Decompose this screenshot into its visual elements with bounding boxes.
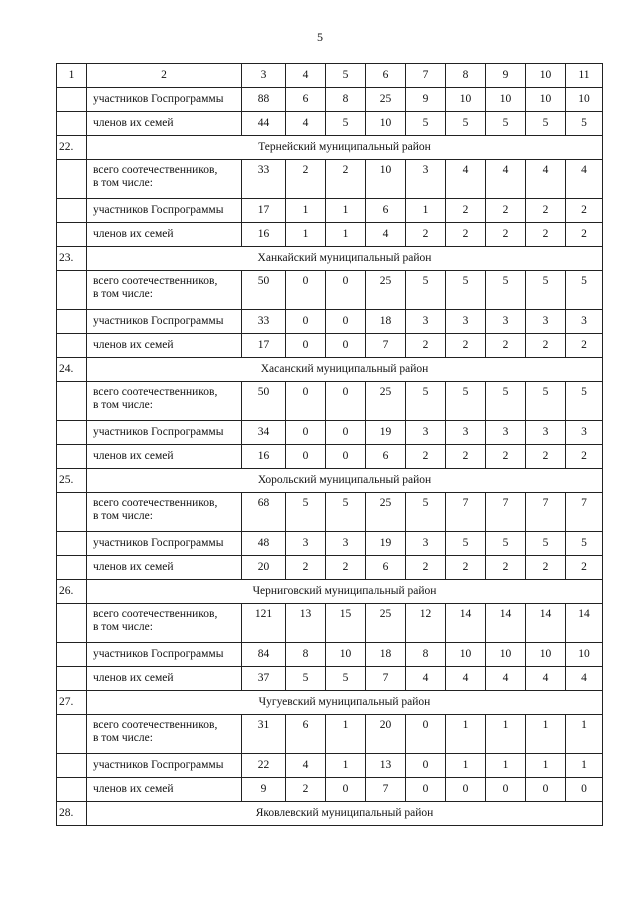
value-cell: 5	[446, 382, 486, 421]
row-number-cell	[57, 199, 87, 223]
value-cell: 5	[526, 271, 566, 310]
value-cell: 2	[486, 199, 526, 223]
value-cell: 19	[366, 532, 406, 556]
value-cell: 5	[486, 271, 526, 310]
value-cell: 2	[526, 445, 566, 469]
value-cell: 1	[286, 199, 326, 223]
value-cell: 34	[242, 421, 286, 445]
value-cell: 0	[326, 778, 366, 802]
table-row	[57, 112, 603, 136]
row-label-line: в том числе:	[93, 177, 153, 189]
section-title-row	[57, 802, 603, 826]
value-cell: 1	[446, 754, 486, 778]
row-number-cell	[57, 421, 87, 445]
value-cell: 4	[486, 667, 526, 691]
section-title-row	[57, 247, 603, 271]
value-cell: 0	[566, 778, 603, 802]
value-cell: 2	[286, 160, 326, 199]
value-cell: 2	[526, 556, 566, 580]
families-row	[57, 445, 603, 469]
section-title: Хасанский муниципальный район	[87, 358, 603, 382]
value-cell: 1	[526, 754, 566, 778]
value-cell: 2	[406, 223, 446, 247]
value-cell: 1	[326, 715, 366, 754]
value-cell: 4	[446, 160, 486, 199]
value-cell: 0	[326, 334, 366, 358]
value-cell: 3	[526, 310, 566, 334]
participants-row	[57, 310, 603, 334]
families-row	[57, 334, 603, 358]
row-label-line: в том числе:	[93, 621, 153, 633]
row-label-line: в том числе:	[93, 288, 153, 300]
value-cell: 9	[406, 88, 446, 112]
value-cell: 7	[366, 778, 406, 802]
value-cell: 5	[406, 112, 446, 136]
section-title: Черниговский муниципальный район	[87, 580, 603, 604]
value-cell: 2	[326, 160, 366, 199]
total-row	[57, 493, 603, 532]
page-number: 5	[317, 30, 323, 44]
row-number-cell	[57, 667, 87, 691]
row-number-cell	[57, 532, 87, 556]
value-cell: 1	[566, 754, 603, 778]
section-title-row	[57, 358, 603, 382]
value-cell: 5	[566, 112, 603, 136]
row-label-line: в том числе:	[93, 399, 153, 411]
value-cell: 10	[446, 643, 486, 667]
total-row	[57, 715, 603, 754]
value-cell: 2	[566, 445, 603, 469]
row-label: участников Госпрограммы	[87, 643, 242, 667]
participants-row	[57, 199, 603, 223]
value-cell: 7	[486, 493, 526, 532]
value-cell: 5	[526, 112, 566, 136]
value-cell: 4	[526, 667, 566, 691]
value-cell: 5	[326, 667, 366, 691]
value-cell: 37	[242, 667, 286, 691]
value-cell: 13	[366, 754, 406, 778]
value-cell: 5	[446, 271, 486, 310]
value-cell: 1	[446, 715, 486, 754]
section-number: 25.	[57, 469, 87, 493]
row-label	[87, 382, 242, 421]
value-cell: 0	[446, 778, 486, 802]
value-cell: 5	[406, 271, 446, 310]
value-cell: 10	[486, 88, 526, 112]
value-cell: 10	[446, 88, 486, 112]
value-cell: 2	[566, 223, 603, 247]
value-cell: 5	[526, 532, 566, 556]
section-number: 24.	[57, 358, 87, 382]
value-cell: 2	[326, 556, 366, 580]
value-cell: 0	[326, 382, 366, 421]
value-cell: 4	[286, 754, 326, 778]
value-cell: 8	[406, 643, 446, 667]
value-cell: 88	[242, 88, 286, 112]
participants-row	[57, 643, 603, 667]
families-row	[57, 778, 603, 802]
value-cell: 2	[286, 556, 326, 580]
value-cell: 0	[286, 310, 326, 334]
value-cell: 2	[286, 778, 326, 802]
value-cell: 3	[486, 421, 526, 445]
value-cell: 18	[366, 643, 406, 667]
row-number-cell	[57, 754, 87, 778]
value-cell: 20	[242, 556, 286, 580]
value-cell: 3	[406, 160, 446, 199]
families-row	[57, 667, 603, 691]
value-cell: 2	[526, 334, 566, 358]
value-cell: 2	[446, 199, 486, 223]
value-cell: 10	[486, 643, 526, 667]
value-cell: 1	[486, 754, 526, 778]
value-cell: 0	[406, 754, 446, 778]
value-cell: 5	[566, 382, 603, 421]
value-cell: 25	[366, 271, 406, 310]
column-header: 5	[326, 64, 366, 88]
value-cell: 4	[286, 112, 326, 136]
value-cell: 16	[242, 223, 286, 247]
value-cell: 5	[446, 532, 486, 556]
value-cell: 1	[326, 223, 366, 247]
row-label: членов их семей	[87, 556, 242, 580]
value-cell: 16	[242, 445, 286, 469]
value-cell: 10	[366, 112, 406, 136]
value-cell: 25	[366, 88, 406, 112]
row-number-cell	[57, 604, 87, 643]
row-number-cell	[57, 556, 87, 580]
row-number-cell	[57, 715, 87, 754]
row-label: участников Госпрограммы	[87, 310, 242, 334]
value-cell: 2	[406, 445, 446, 469]
value-cell: 5	[326, 112, 366, 136]
value-cell: 8	[326, 88, 366, 112]
value-cell: 14	[486, 604, 526, 643]
section-title: Яковлевский муниципальный район	[87, 802, 603, 826]
value-cell: 5	[406, 493, 446, 532]
value-cell: 5	[486, 112, 526, 136]
value-cell: 0	[326, 271, 366, 310]
row-label: участников Госпрограммы	[87, 421, 242, 445]
value-cell: 14	[446, 604, 486, 643]
section-number: 26.	[57, 580, 87, 604]
value-cell: 0	[286, 382, 326, 421]
value-cell: 2	[566, 556, 603, 580]
value-cell: 121	[242, 604, 286, 643]
row-number-cell	[57, 223, 87, 247]
value-cell: 5	[486, 532, 526, 556]
section-number: 22.	[57, 136, 87, 160]
value-cell: 6	[366, 199, 406, 223]
value-cell: 0	[286, 334, 326, 358]
value-cell: 5	[326, 493, 366, 532]
section-title-row	[57, 469, 603, 493]
value-cell: 4	[566, 160, 603, 199]
value-cell: 0	[286, 421, 326, 445]
families-row	[57, 223, 603, 247]
value-cell: 2	[446, 334, 486, 358]
value-cell: 1	[406, 199, 446, 223]
value-cell: 6	[366, 556, 406, 580]
value-cell: 0	[326, 310, 366, 334]
row-label: членов их семей	[87, 223, 242, 247]
value-cell: 2	[526, 223, 566, 247]
column-header: 4	[286, 64, 326, 88]
value-cell: 0	[286, 271, 326, 310]
value-cell: 8	[286, 643, 326, 667]
row-label: членов их семей	[87, 445, 242, 469]
value-cell: 12	[406, 604, 446, 643]
value-cell: 20	[366, 715, 406, 754]
value-cell: 7	[446, 493, 486, 532]
value-cell: 1	[326, 754, 366, 778]
value-cell: 5	[486, 382, 526, 421]
value-cell: 5	[446, 112, 486, 136]
value-cell: 6	[286, 88, 326, 112]
value-cell: 3	[526, 421, 566, 445]
row-number-cell	[57, 310, 87, 334]
value-cell: 7	[366, 667, 406, 691]
value-cell: 0	[326, 421, 366, 445]
value-cell: 3	[406, 421, 446, 445]
column-header: 10	[526, 64, 566, 88]
section-title-row	[57, 580, 603, 604]
value-cell: 25	[366, 604, 406, 643]
value-cell: 5	[566, 271, 603, 310]
row-label-line: всего соотечественников,	[93, 497, 218, 509]
column-header: 7	[406, 64, 446, 88]
value-cell: 48	[242, 532, 286, 556]
row-number-cell	[57, 160, 87, 199]
value-cell: 2	[486, 223, 526, 247]
value-cell: 14	[566, 604, 603, 643]
value-cell: 2	[566, 199, 603, 223]
row-label-line: всего соотечественников,	[93, 275, 218, 287]
row-label: участников Госпрограммы	[87, 532, 242, 556]
value-cell: 4	[566, 667, 603, 691]
section-title-row	[57, 136, 603, 160]
value-cell: 7	[366, 334, 406, 358]
value-cell: 25	[366, 493, 406, 532]
row-label	[87, 604, 242, 643]
total-row	[57, 271, 603, 310]
value-cell: 4	[526, 160, 566, 199]
value-cell: 3	[286, 532, 326, 556]
value-cell: 5	[406, 382, 446, 421]
value-cell: 2	[406, 334, 446, 358]
value-cell: 31	[242, 715, 286, 754]
value-cell: 2	[446, 556, 486, 580]
value-cell: 4	[446, 667, 486, 691]
value-cell: 0	[406, 715, 446, 754]
row-label: членов их семей	[87, 334, 242, 358]
column-header: 11	[566, 64, 603, 88]
column-header: 8	[446, 64, 486, 88]
column-header: 9	[486, 64, 526, 88]
value-cell: 1	[286, 223, 326, 247]
row-label: членов их семей	[87, 667, 242, 691]
value-cell: 50	[242, 271, 286, 310]
value-cell: 4	[366, 223, 406, 247]
row-number-cell	[57, 271, 87, 310]
value-cell: 84	[242, 643, 286, 667]
value-cell: 15	[326, 604, 366, 643]
value-cell: 0	[406, 778, 446, 802]
value-cell: 3	[326, 532, 366, 556]
row-label	[87, 271, 242, 310]
value-cell: 9	[242, 778, 286, 802]
value-cell: 3	[406, 310, 446, 334]
value-cell: 1	[486, 715, 526, 754]
families-row	[57, 556, 603, 580]
row-label: членов их семей	[87, 112, 242, 136]
value-cell: 10	[566, 88, 603, 112]
value-cell: 2	[446, 223, 486, 247]
value-cell: 17	[242, 334, 286, 358]
row-label-line: всего соотечественников,	[93, 164, 218, 176]
row-number-cell	[57, 112, 87, 136]
row-label-line: всего соотечественников,	[93, 386, 218, 398]
value-cell: 17	[242, 199, 286, 223]
value-cell: 4	[406, 667, 446, 691]
value-cell: 14	[526, 604, 566, 643]
value-cell: 2	[486, 445, 526, 469]
section-title: Хорольский муниципальный район	[87, 469, 603, 493]
value-cell: 3	[486, 310, 526, 334]
value-cell: 5	[566, 532, 603, 556]
value-cell: 19	[366, 421, 406, 445]
value-cell: 33	[242, 160, 286, 199]
value-cell: 2	[446, 445, 486, 469]
row-number-cell	[57, 334, 87, 358]
total-row	[57, 382, 603, 421]
section-number: 28.	[57, 802, 87, 826]
row-number-cell	[57, 493, 87, 532]
row-label-line: всего соотечественников,	[93, 719, 218, 731]
value-cell: 10	[566, 643, 603, 667]
value-cell: 2	[526, 199, 566, 223]
value-cell: 25	[366, 382, 406, 421]
value-cell: 3	[446, 421, 486, 445]
column-header: 2	[87, 64, 242, 88]
section-title: Ханкайский муниципальный район	[87, 247, 603, 271]
row-label	[87, 493, 242, 532]
value-cell: 4	[486, 160, 526, 199]
value-cell: 5	[526, 382, 566, 421]
column-header: 1	[57, 64, 87, 88]
header-row	[57, 64, 603, 88]
value-cell: 0	[326, 445, 366, 469]
value-cell: 7	[526, 493, 566, 532]
row-number-cell	[57, 445, 87, 469]
value-cell: 2	[486, 556, 526, 580]
value-cell: 1	[526, 715, 566, 754]
value-cell: 2	[486, 334, 526, 358]
row-number-cell	[57, 643, 87, 667]
row-label-line: всего соотечественников,	[93, 608, 218, 620]
row-label-line: в том числе:	[93, 510, 153, 522]
row-label: участников Госпрограммы	[87, 88, 242, 112]
total-row	[57, 604, 603, 643]
table-row	[57, 88, 603, 112]
value-cell: 68	[242, 493, 286, 532]
value-cell: 3	[446, 310, 486, 334]
data-table	[56, 63, 603, 826]
value-cell: 22	[242, 754, 286, 778]
section-number: 27.	[57, 691, 87, 715]
column-header: 6	[366, 64, 406, 88]
value-cell: 10	[326, 643, 366, 667]
value-cell: 5	[286, 493, 326, 532]
value-cell: 3	[566, 310, 603, 334]
value-cell: 7	[566, 493, 603, 532]
value-cell: 18	[366, 310, 406, 334]
table-body	[57, 64, 603, 826]
row-label: участников Госпрограммы	[87, 199, 242, 223]
value-cell: 6	[286, 715, 326, 754]
value-cell: 0	[526, 778, 566, 802]
value-cell: 1	[566, 715, 603, 754]
participants-row	[57, 421, 603, 445]
participants-row	[57, 532, 603, 556]
value-cell: 33	[242, 310, 286, 334]
row-number-cell	[57, 778, 87, 802]
section-title: Чугуевский муниципальный район	[87, 691, 603, 715]
value-cell: 10	[366, 160, 406, 199]
value-cell: 3	[566, 421, 603, 445]
value-cell: 2	[566, 334, 603, 358]
row-label: участников Госпрограммы	[87, 754, 242, 778]
value-cell: 50	[242, 382, 286, 421]
total-row	[57, 160, 603, 199]
row-label-line: в том числе:	[93, 732, 153, 744]
value-cell: 6	[366, 445, 406, 469]
row-label	[87, 715, 242, 754]
value-cell: 1	[326, 199, 366, 223]
value-cell: 0	[286, 445, 326, 469]
row-label: членов их семей	[87, 778, 242, 802]
column-header: 3	[242, 64, 286, 88]
section-title: Тернейский муниципальный район	[87, 136, 603, 160]
value-cell: 10	[526, 643, 566, 667]
participants-row	[57, 754, 603, 778]
value-cell: 5	[286, 667, 326, 691]
value-cell: 10	[526, 88, 566, 112]
value-cell: 13	[286, 604, 326, 643]
value-cell: 44	[242, 112, 286, 136]
value-cell: 0	[486, 778, 526, 802]
row-label	[87, 160, 242, 199]
section-number: 23.	[57, 247, 87, 271]
value-cell: 3	[406, 532, 446, 556]
section-title-row	[57, 691, 603, 715]
value-cell: 2	[406, 556, 446, 580]
row-number-cell	[57, 382, 87, 421]
row-number-cell	[57, 88, 87, 112]
